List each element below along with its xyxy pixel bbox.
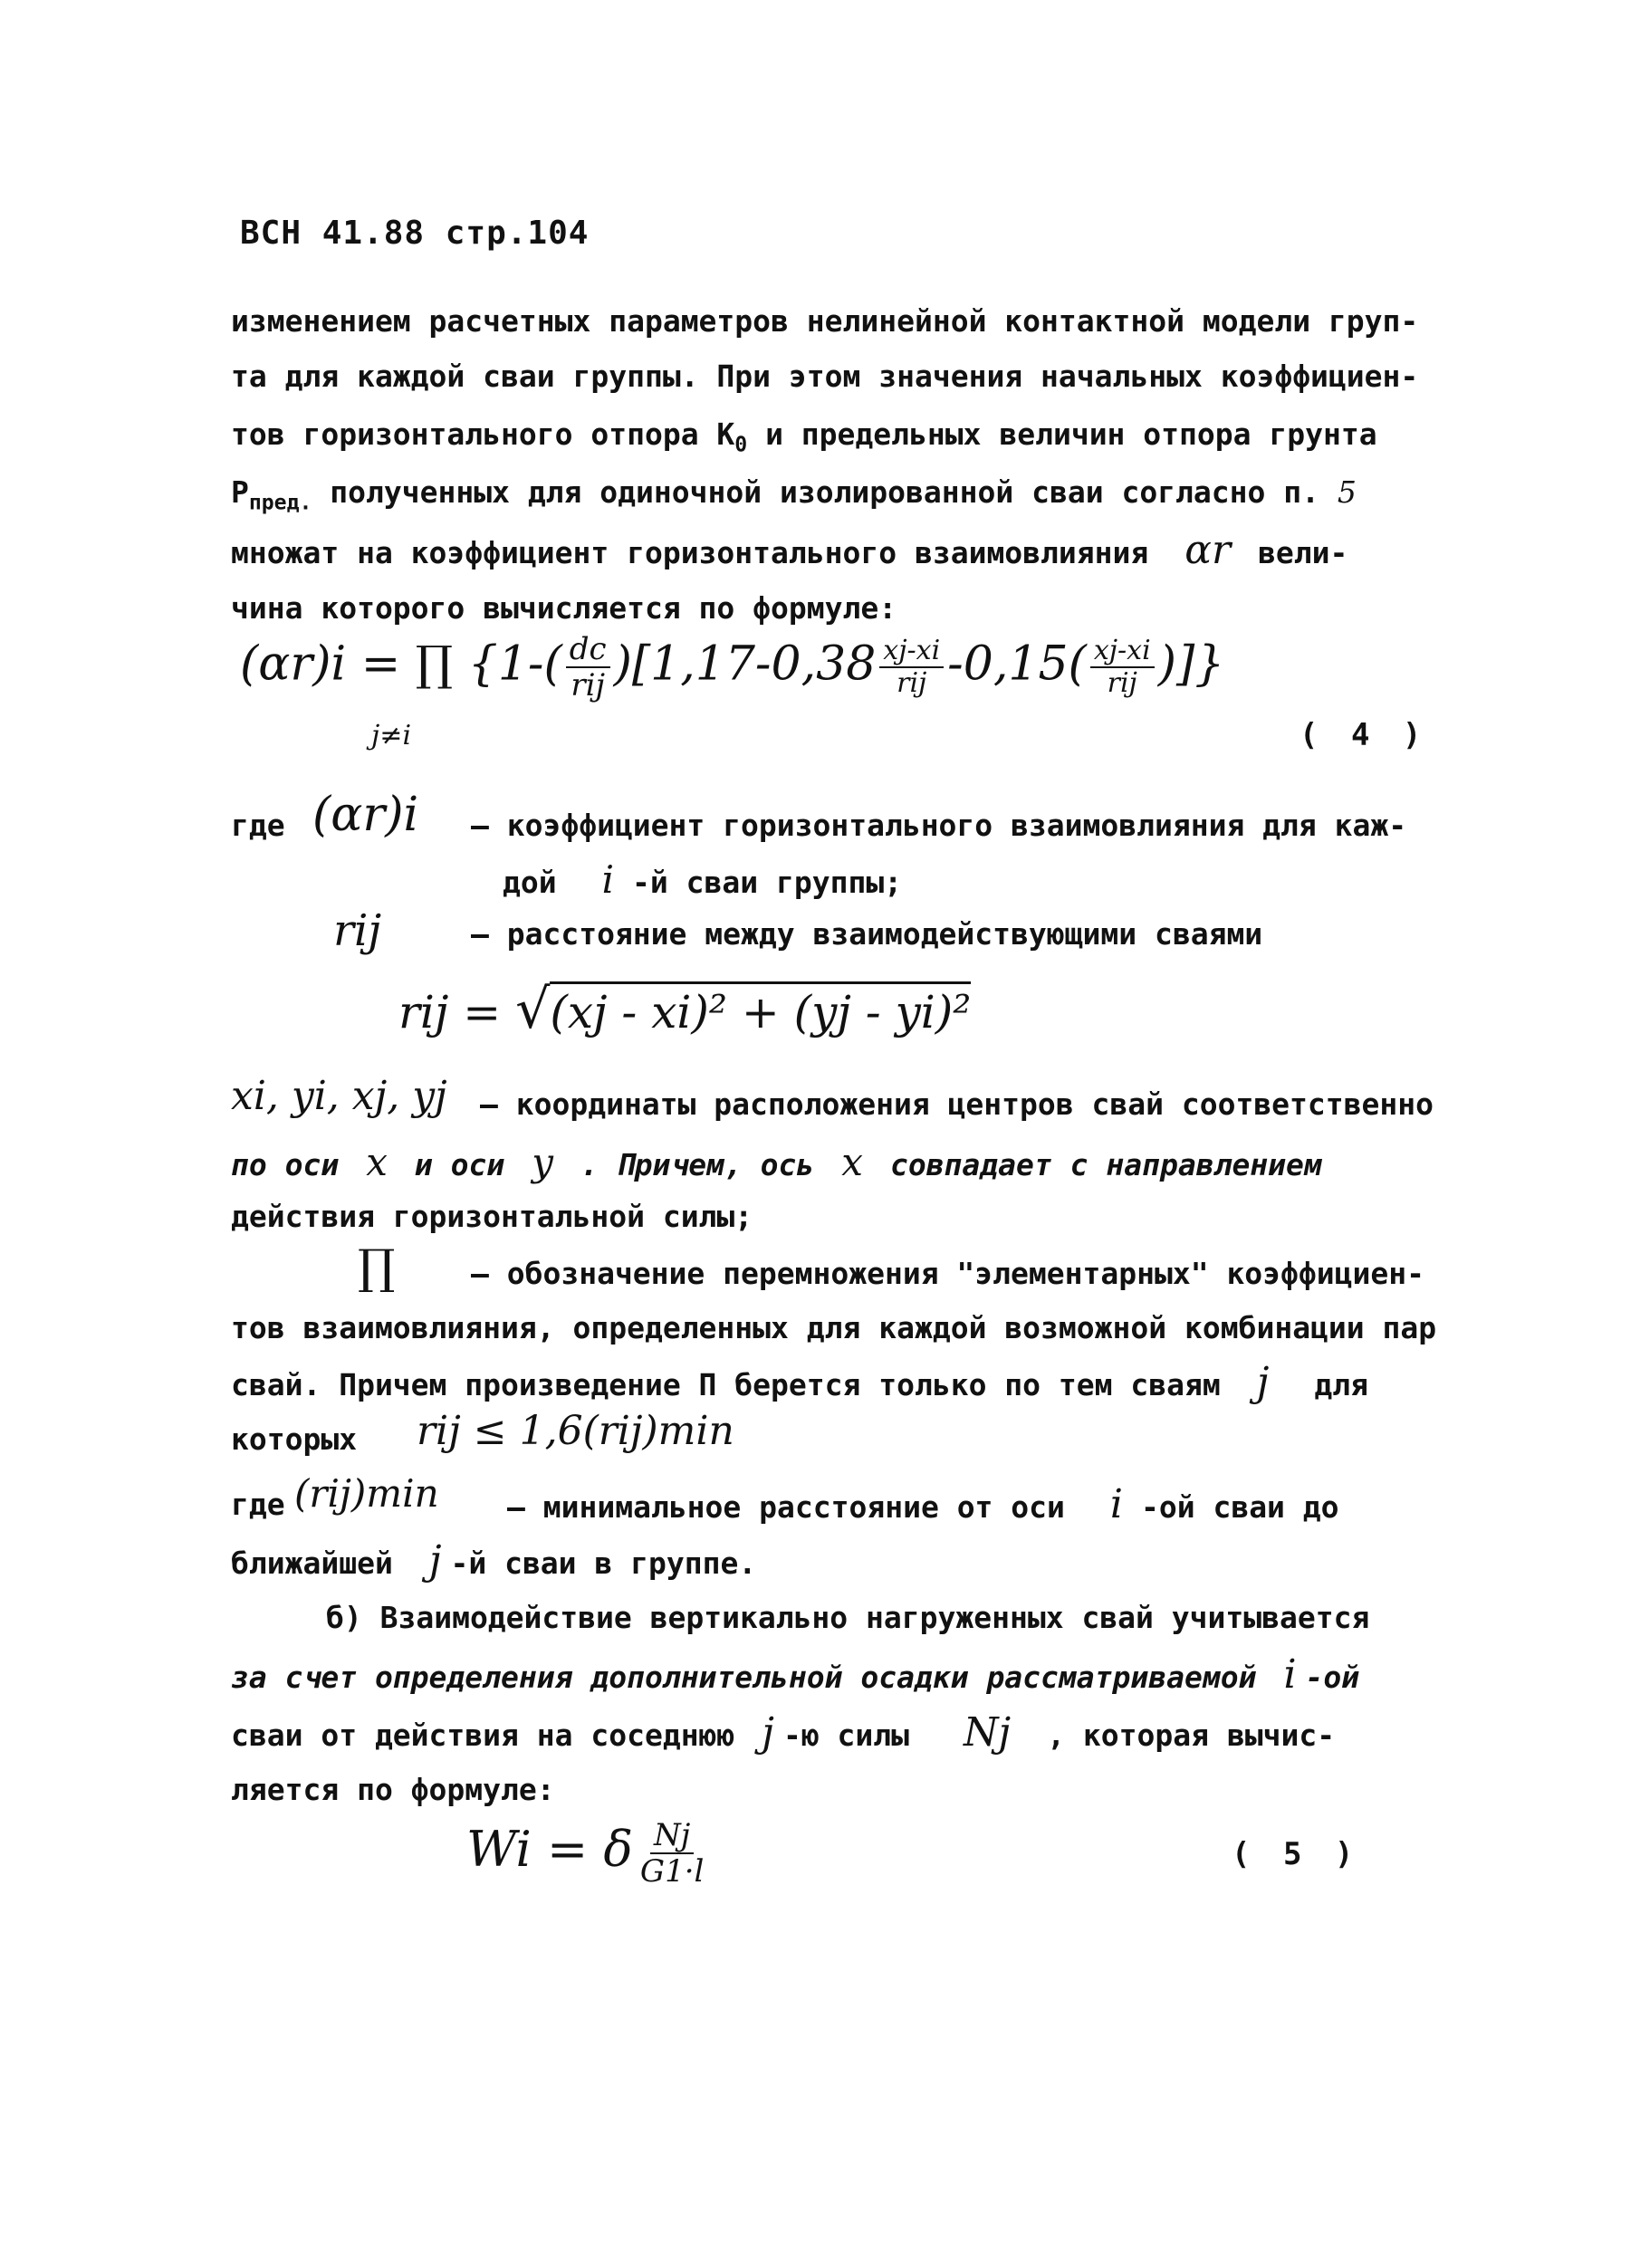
def-min-line2: ближайшей j -й сваи в группе. xyxy=(231,1537,757,1584)
def-product-line1: – обозначение перемножения "элементарных" коэффициен- xyxy=(471,1256,1424,1291)
def-product-line4: которых xyxy=(231,1421,358,1457)
para-b-line4: ляется по формуле: xyxy=(231,1772,555,1807)
rij-formula: rij = √(xj - xi)² + (yj - yi)² xyxy=(398,978,972,1041)
para-b-line2: за счет определения дополнительной осадки рассматриваемой i -ой xyxy=(231,1651,1360,1698)
para-b-line3: сваи от действия на соседнюю j -ю силы Nj , которая вычис- xyxy=(231,1709,1336,1756)
para1-line4: $P_{пред.}$ полученных для одиночной изолированной сваи согласно п. 5 xyxy=(231,474,1357,515)
def-min-line1: – минимальное расстояние от оси i -ой сваи до xyxy=(507,1481,1339,1527)
def-rij-line: – расстояние между взаимодействующими сваями xyxy=(471,916,1263,952)
rij-condition: rij ≤ 1,6(rij)min xyxy=(417,1408,734,1454)
def-symbol-rmin: (rij)min xyxy=(294,1471,439,1516)
para1-line2: та для каждой сваи группы. При этом значения начальных коэффициен- xyxy=(231,359,1419,394)
def-coords-line2: по оси x и оси y . Причем, ось x совпадает с направлением xyxy=(231,1140,1322,1184)
para1-line1: изменением расчетных параметров нелинейной контактной модели груп- xyxy=(231,303,1419,339)
formula-4-subscript: j≠i xyxy=(371,720,412,751)
def-symbol-product: ∏ xyxy=(358,1240,396,1295)
para-b-line1: б) Взаимодействие вертикально нагруженных свай учитывается xyxy=(326,1600,1370,1635)
formula-4: (αr)i = ∏ {1-( $\frac{dc}{\text{rij}}$ )[1,17-0,38 $\frac{xj-xi}{\text{rij}}$ -0,15( $\frac{xj-xi}{\text{rij}}$ )]} xyxy=(240,631,1225,703)
def-symbol-coords: xi, yi, xj, yj xyxy=(231,1073,447,1119)
formula-5: Wi = δ $\frac{Nj}{G1\cdot l}$ xyxy=(466,1817,705,1890)
def-coords-line3: действия горизонтальной силы; xyxy=(231,1199,753,1234)
def-alpha-line2: дой i -й сваи группы; xyxy=(503,857,903,902)
equation-number-4: ( 4 ) xyxy=(1300,717,1429,753)
def-symbol-alpha: (αr)i xyxy=(312,788,419,842)
para1-line5: множат на коэффициент горизонтального взаимовлияния αr вели- xyxy=(231,527,1348,573)
def-min-where: где xyxy=(231,1487,285,1522)
def-product-line3: свай. Причем произведение П берется только по тем сваям j для xyxy=(231,1359,1368,1405)
def-product-line2: тов взаимовлияния, определенных для каждой возможной комбинации пар xyxy=(231,1310,1437,1345)
para1-line3: тов горизонтального отпора $K_0$ и предельных величин отпора грунта xyxy=(231,416,1377,457)
page-header: ВСН 41.88 стр.104 xyxy=(240,215,590,252)
def-coords-line1: – координаты расположения центров свай соответственно xyxy=(480,1086,1434,1122)
def-alpha-line1: – коэффициент горизонтального взаимовлияния для каж- xyxy=(471,808,1407,843)
para1-line6: чина которого вычисляется по формуле: xyxy=(231,590,897,626)
def-symbol-rij: rij xyxy=(333,905,382,956)
equation-number-5: ( 5 ) xyxy=(1232,1836,1361,1872)
def-where-label: где xyxy=(231,808,285,843)
